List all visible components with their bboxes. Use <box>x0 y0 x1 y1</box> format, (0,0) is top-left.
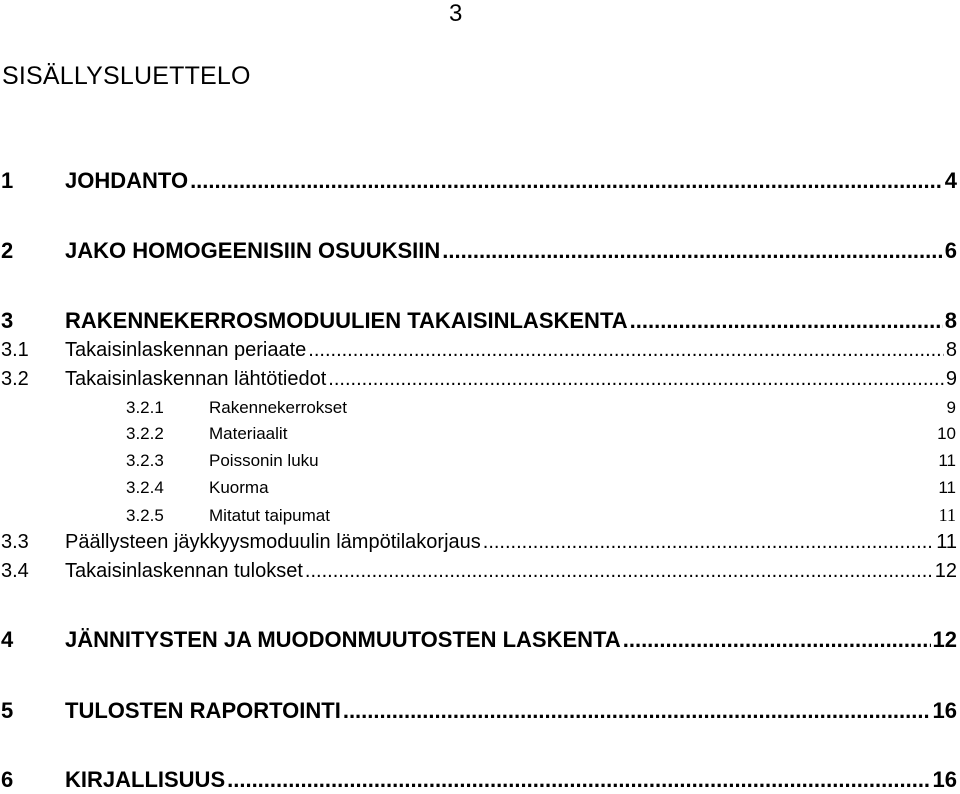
toc-entry-title: JÄNNITYSTEN JA MUODONMUUTOSTEN LASKENTA <box>65 627 621 652</box>
toc-entry-number: 3.1 <box>1 339 29 361</box>
toc-entry-4[interactable] <box>1 626 957 654</box>
toc-entry-3-2-2[interactable] <box>126 422 956 446</box>
toc-entry-page: 10 <box>937 424 956 443</box>
toc-entry-number: 6 <box>1 767 14 792</box>
page-number: 3 <box>449 0 463 27</box>
toc-entry-2[interactable] <box>1 237 957 265</box>
toc-entry-title: Rakennekerrokset <box>209 398 347 417</box>
toc-entry-3-2[interactable] <box>1 366 957 392</box>
toc-entry-1[interactable] <box>1 167 957 195</box>
toc-leader-dots <box>483 529 934 555</box>
toc-entry-3-2-1[interactable] <box>126 396 956 420</box>
toc-entry-page: 12 <box>934 560 957 582</box>
toc-entry-title: Takaisinlaskennan lähtötiedot <box>65 368 327 390</box>
toc-entry-title: KIRJALLISUUS <box>65 767 226 792</box>
toc-entry-number: 3.2.3 <box>126 451 164 470</box>
toc-entry-page: 8 <box>944 308 957 333</box>
toc-entry-3-3[interactable] <box>1 529 957 555</box>
toc-entry-title: RAKENNEKERROSMODUULIEN TAKAISINLASKENTA <box>65 308 628 333</box>
toc-entry-3-1[interactable] <box>1 337 957 363</box>
toc-entry-3-2-5[interactable] <box>126 503 956 527</box>
toc-leader-dots <box>630 307 943 335</box>
toc-leader-dots <box>227 766 930 794</box>
toc-entry-page: 9 <box>946 398 956 417</box>
toc-entry-page: 11 <box>938 505 956 525</box>
toc-entry-title: Takaisinlaskennan periaate <box>65 339 307 361</box>
toc-entry-page: 4 <box>944 168 957 193</box>
toc-entry-page: 16 <box>932 698 957 723</box>
toc-entry-title: Materiaalit <box>209 424 288 443</box>
toc-entry-5[interactable] <box>1 697 957 725</box>
toc-entry-number: 1 <box>1 168 14 193</box>
toc-leader-dots <box>190 167 943 195</box>
toc-entry-page: 8 <box>945 339 957 361</box>
toc-entry-title: JOHDANTO <box>65 168 189 193</box>
toc-entry-number: 3.3 <box>1 531 29 553</box>
toc-entry-title: Poissonin luku <box>209 451 319 470</box>
toc-entry-number: 2 <box>1 238 14 263</box>
toc-entry-title: JAKO HOMOGEENISIIN OSUUKSIIN <box>65 238 441 263</box>
toc-entry-3-4[interactable] <box>1 558 957 584</box>
toc-entry-title: Takaisinlaskennan tulokset <box>65 560 303 582</box>
toc-entry-title: Kuorma <box>209 478 269 497</box>
toc-entry-number: 4 <box>1 627 14 652</box>
toc-entry-number: 3.2 <box>1 368 29 390</box>
toc-entry-number: 5 <box>1 698 14 723</box>
toc-leader-dots <box>623 626 931 654</box>
toc-entry-3-2-3[interactable] <box>126 449 956 473</box>
toc-entry-title: Mitatut taipumat <box>209 506 330 525</box>
toc-entry-page: 6 <box>944 238 957 263</box>
toc-leader-dots <box>343 697 931 725</box>
toc-entry-title: Päällysteen jäykkyysmoduulin lämpötilakorjaus <box>65 531 481 553</box>
toc-entry-3[interactable] <box>1 307 957 335</box>
toc-entry-page: 12 <box>932 627 957 652</box>
toc-leader-dots <box>442 237 942 265</box>
toc-entry-number: 3.2.4 <box>126 478 164 497</box>
toc-leader-dots <box>308 337 944 363</box>
toc-entry-number: 3.2.2 <box>126 424 164 443</box>
toc-leader-dots <box>328 366 944 392</box>
toc-entry-title: TULOSTEN RAPORTOINTI <box>65 698 341 723</box>
toc-entry-number: 3 <box>1 308 14 333</box>
toc-entry-page: 9 <box>945 368 957 390</box>
toc-entry-page: 11 <box>938 478 956 497</box>
toc-entry-6[interactable] <box>1 766 957 794</box>
toc-entry-page: 16 <box>932 767 957 792</box>
toc-entry-number: 3.4 <box>1 560 29 582</box>
toc-entry-number: 3.2.5 <box>126 506 164 525</box>
toc-title: SISÄLLYSLUETTELO <box>2 62 251 90</box>
toc-entry-number: 3.2.1 <box>126 398 164 417</box>
toc-entry-3-2-4[interactable] <box>126 476 956 500</box>
toc-entry-page: 11 <box>936 531 957 553</box>
toc-entry-page: 11 <box>938 451 956 470</box>
toc-leader-dots <box>305 558 933 584</box>
